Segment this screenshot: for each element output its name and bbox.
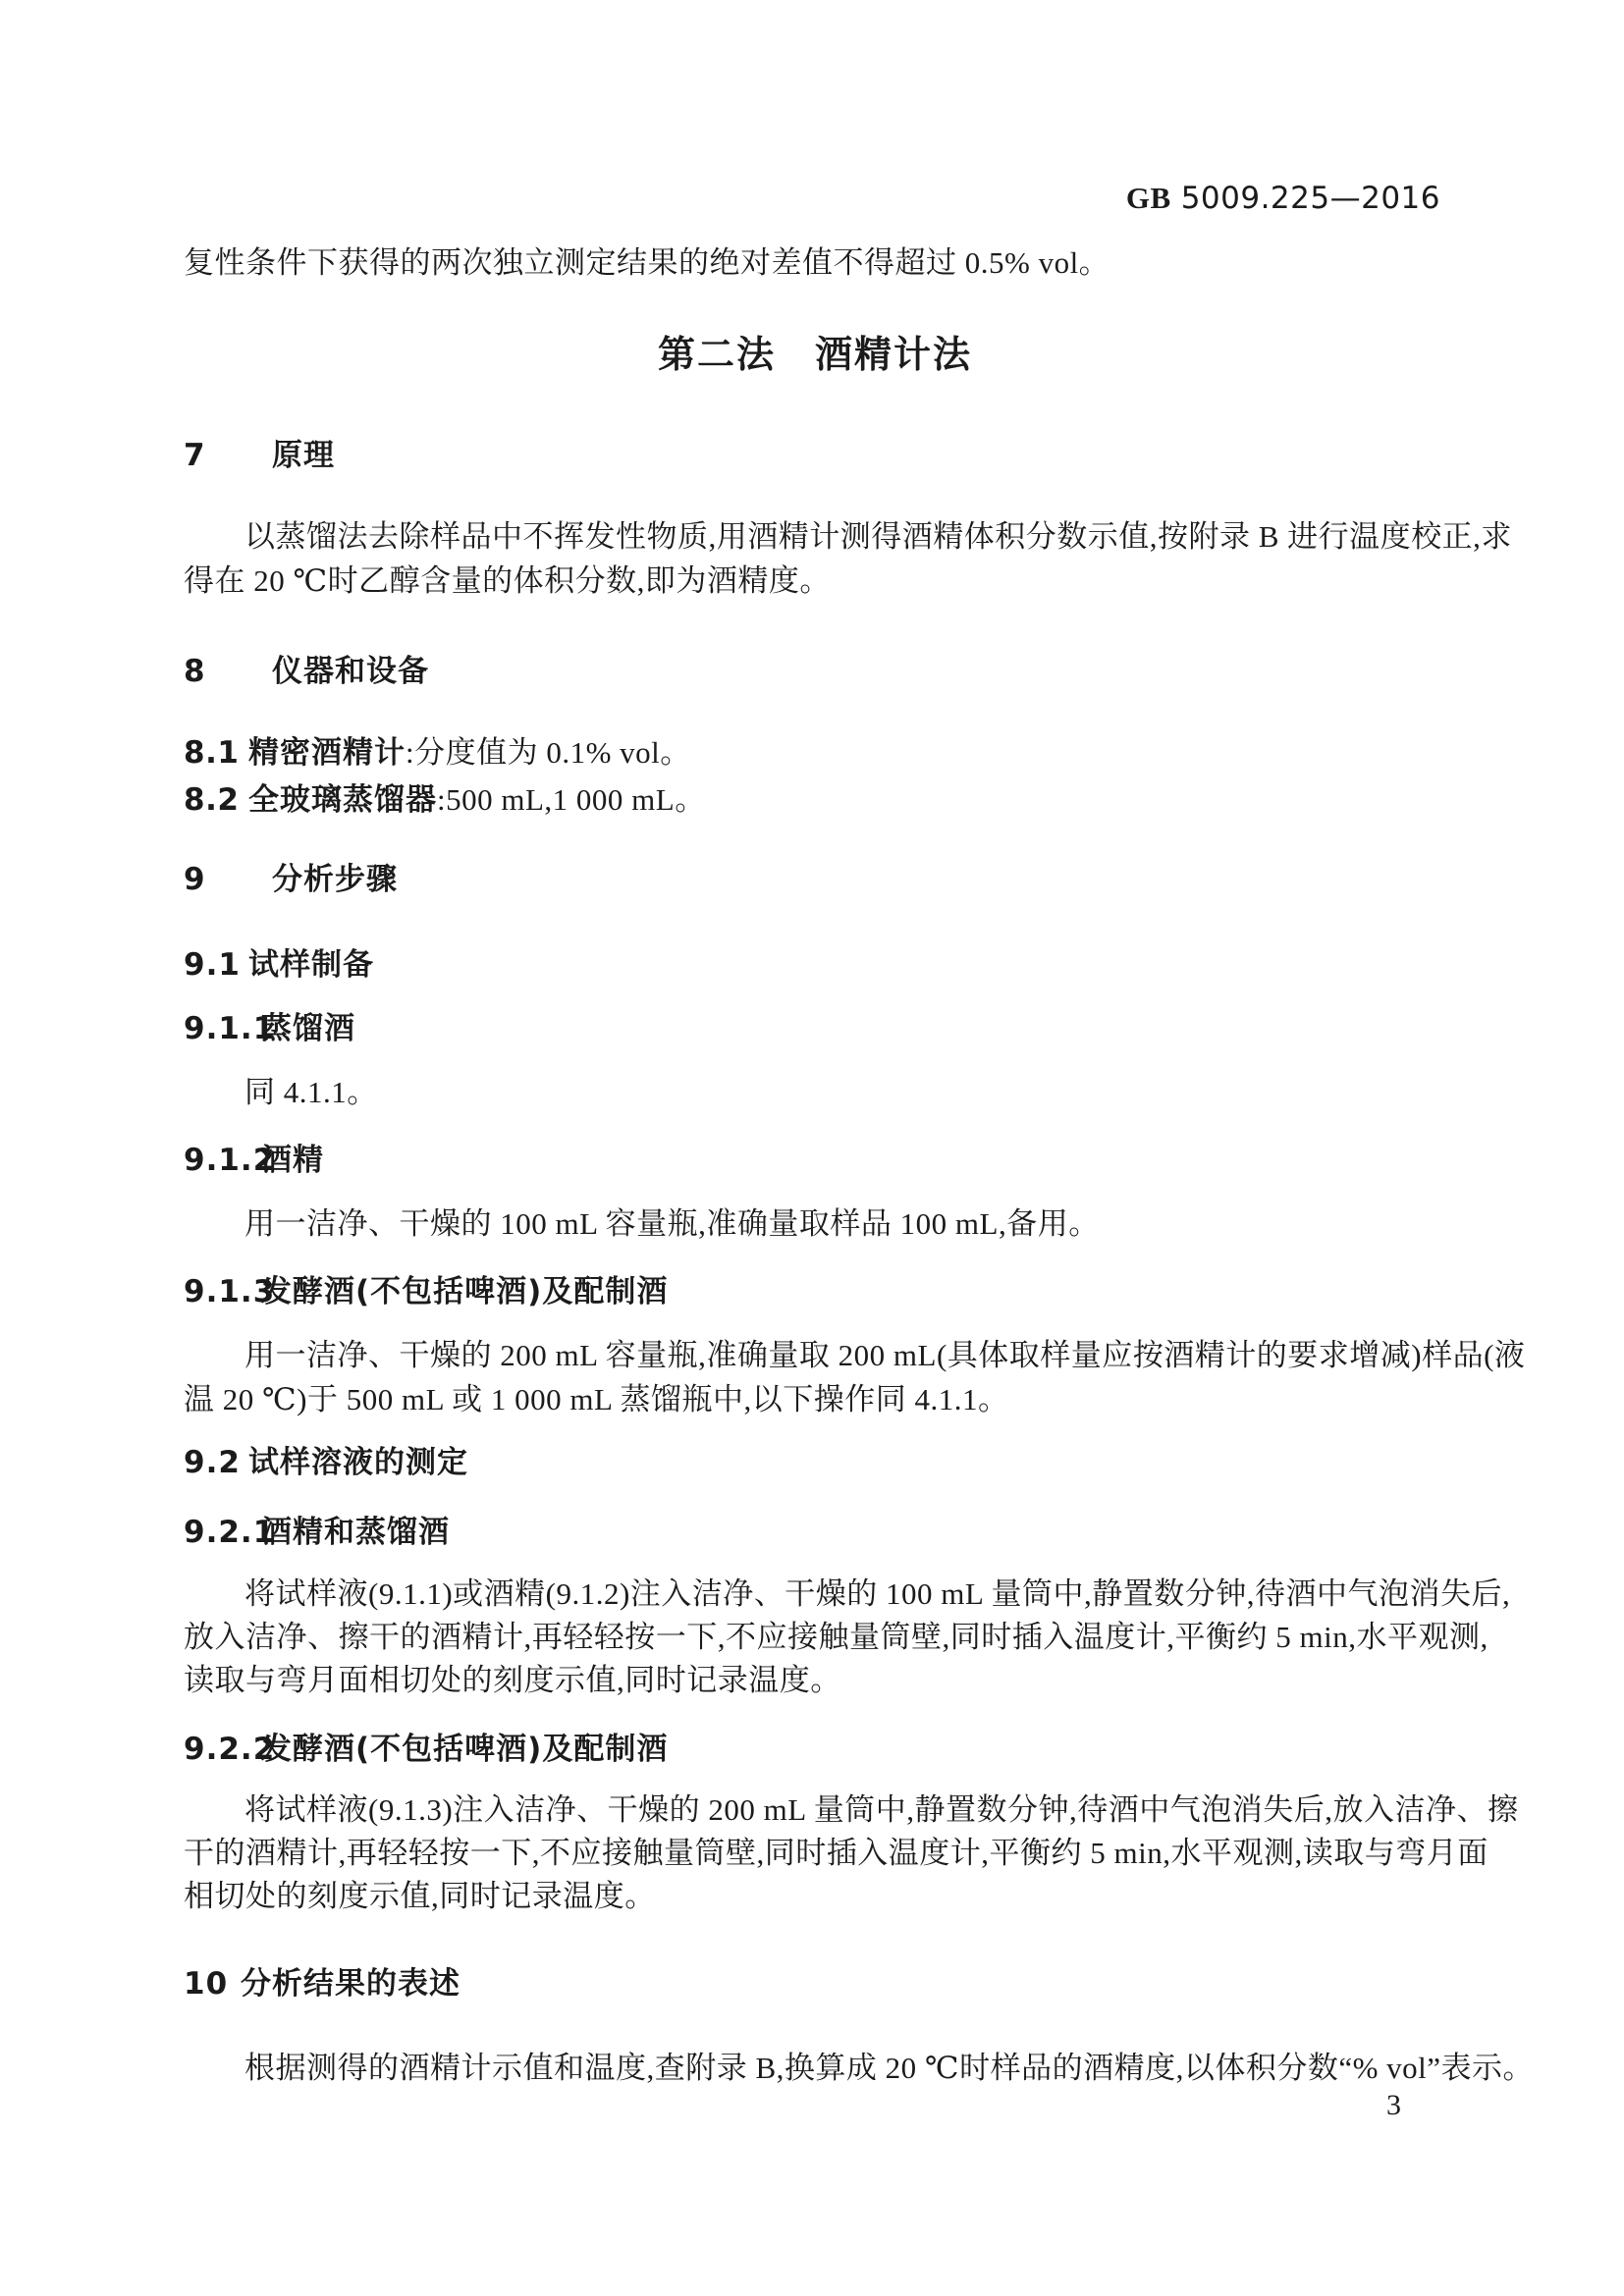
clause-number: 8.1 (184, 735, 240, 771)
section-9-1-heading (184, 947, 374, 983)
section-number: 7 (184, 438, 206, 473)
standard-code-prefix: GB (1125, 181, 1171, 215)
paragraph-line: 用一洁净、干燥的 200 mL 容量瓶,准确量取 200 mL(具体取样量应按酒精计的要求增减)样品(液 (244, 1338, 1526, 1372)
section-number: 9.2.1 (184, 1515, 276, 1550)
section-9-2-1-heading (184, 1515, 450, 1550)
section-title: 蒸馏酒 (261, 1011, 355, 1046)
part-title-part: 第二法 (657, 333, 776, 376)
section-number: 10 (184, 1966, 229, 2002)
paragraph-line: 放入洁净、擦干的酒精计,再轻轻按一下,不应接触量筒壁,同时插入温度计,平衡约 5 min,水平观测, (184, 1620, 1489, 1654)
standard-code-number: 5009.225—2016 (1180, 181, 1440, 216)
apparatus-term: 精密酒精计 (248, 735, 406, 771)
section-title: 发酵酒(不包括啤酒)及配制酒 (261, 1732, 669, 1767)
section-9-2-2-heading (184, 1732, 668, 1767)
section-9-1-2-heading (184, 1143, 324, 1178)
section-title: 分析结果的表述 (241, 1966, 460, 2002)
section-10-heading (184, 1966, 460, 2002)
section-9-1-3-heading (184, 1274, 668, 1309)
standard-code (1126, 181, 1440, 216)
section-number: 9.1.1 (184, 1011, 276, 1046)
section-title: 试样溶液的测定 (248, 1445, 468, 1480)
apparatus-term: 全玻璃蒸馏器 (248, 782, 437, 818)
paragraph-line: 读取与弯月面相切处的刻度示值,同时记录温度。 (184, 1663, 841, 1697)
section-number: 9.1.3 (184, 1274, 276, 1309)
section-8-heading (184, 654, 429, 689)
section-title: 原理 (272, 438, 335, 473)
section-9-1-1-heading (184, 1011, 355, 1046)
section-title: 仪器和设备 (272, 654, 429, 689)
paragraph-line: 相切处的刻度示值,同时记录温度。 (184, 1879, 656, 1913)
paragraph-line: 得在 20 ℃时乙醇含量的体积分数,即为酒精度。 (184, 563, 831, 598)
section-9-heading (184, 862, 398, 897)
clause-text: :分度值为 0.1% vol。 (406, 735, 691, 770)
clause-text: :500 mL,1 000 mL。 (437, 782, 706, 817)
clause-8-2 (184, 782, 706, 818)
section-9-2-heading (184, 1445, 468, 1480)
section-number: 9.2 (184, 1445, 241, 1480)
section-title: 酒精和蒸馏酒 (261, 1515, 450, 1550)
section-number: 9.1 (184, 947, 241, 983)
paragraph-line: 干的酒精计,再轻轻按一下,不应接触量筒壁,同时插入温度计,平衡约 5 min,水平观测,读取与弯月面 (184, 1836, 1489, 1870)
section-title: 分析步骤 (272, 862, 398, 897)
paragraph-line: 将试样液(9.1.1)或酒精(9.1.2)注入洁净、干燥的 100 mL 量筒中,静置数分钟,待酒中气泡消失后, (244, 1576, 1511, 1611)
paragraph-line: 以蒸馏法去除样品中不挥发性物质,用酒精计测得酒精体积分数示值,按附录 B 进行温度校正,求 (244, 519, 1512, 554)
section-number: 9.2.2 (184, 1732, 276, 1767)
section-title: 发酵酒(不包括啤酒)及配制酒 (261, 1274, 669, 1309)
paragraph-line: 根据测得的酒精计示值和温度,查附录 B,换算成 20 ℃时样品的酒精度,以体积分数“% vol”表示。 (244, 2051, 1535, 2085)
clause-8-1 (184, 735, 691, 771)
section-title: 酒精 (261, 1143, 324, 1178)
page-number: 3 (1386, 2089, 1401, 2121)
section-title: 试样制备 (248, 947, 374, 983)
paragraph-line: 将试样液(9.1.3)注入洁净、干燥的 200 mL 量筒中,静置数分钟,待酒中气泡消失后,放入洁净、擦 (244, 1792, 1519, 1827)
part-title-method: 酒精计法 (815, 333, 973, 376)
paragraph-line: 用一洁净、干燥的 100 mL 容量瓶,准确量取样品 100 mL,备用。 (244, 1206, 1100, 1241)
section-7-heading (184, 438, 335, 473)
paragraph-line: 同 4.1.1。 (244, 1075, 378, 1109)
section-number: 9.1.2 (184, 1143, 276, 1178)
section-number: 9 (184, 862, 206, 897)
part-title (184, 324, 1446, 378)
clause-number: 8.2 (184, 782, 240, 818)
paragraph-line: 复性条件下获得的两次独立测定结果的绝对差值不得超过 0.5% vol。 (184, 245, 1110, 280)
section-number: 8 (184, 654, 206, 689)
paragraph-line: 温 20 ℃)于 500 mL 或 1 000 mL 蒸馏瓶中,以下操作同 4.1.1。 (184, 1382, 1009, 1416)
